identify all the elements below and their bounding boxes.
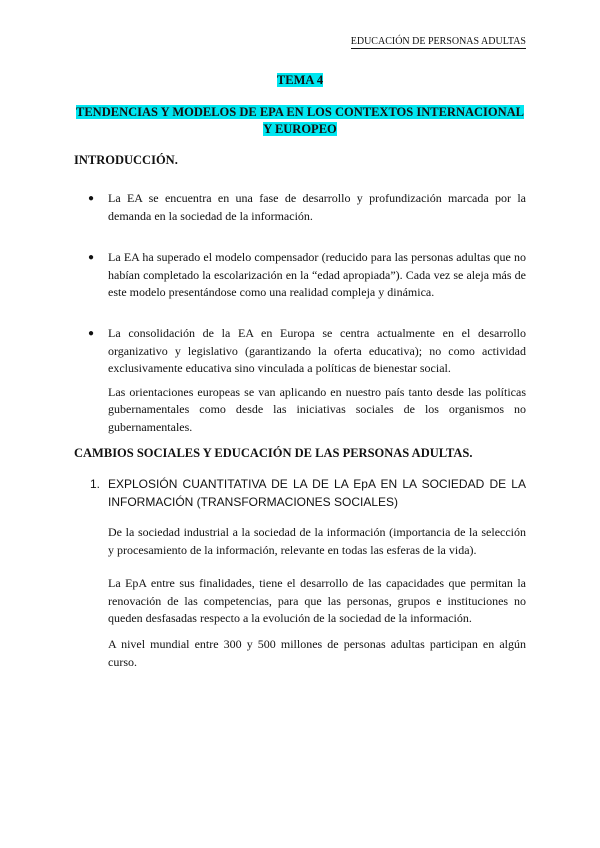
bullet-text: La EA se encuentra en una fase de desarrollo y profundización marcada por la demanda en la sociedad de la información.	[108, 191, 526, 223]
intro-bullet-3	[88, 325, 526, 436]
bullet-icon: ●	[88, 193, 95, 204]
bullet-text: La EA ha superado el modelo compensador (reducido para las personas adultas que no habían completado la escolarización en la “edad apropiada”). Cada vez se aleja más de este modelo presentándose como una realidad compleja y dinámica.	[108, 250, 526, 299]
numbered-item-1	[90, 475, 526, 511]
tema-label	[0, 72, 600, 88]
bullet-icon: ●	[88, 252, 95, 263]
document-title	[76, 104, 524, 138]
intro-bullet-1	[88, 190, 526, 225]
intro-heading: INTRODUCCIÓN.	[74, 153, 178, 167]
document-title-text: TENDENCIAS Y MODELOS DE EPA EN LOS CONTEXTOS INTERNACIONAL Y EUROPEO	[76, 105, 525, 136]
body-paragraph: De la sociedad industrial a la sociedad de la información (importancia de la selección y procesamiento de la información, relevante en todas las esferas de la vida).	[108, 525, 526, 557]
bullet-text: La consolidación de la EA en Europa se centra actualmente en el desarrollo organizativo y legislativo (garantizando la oferta educativa); no como actividad exclusivamente educativa sino vinculada a políticas de bienestar social.	[108, 326, 526, 375]
body-paragraph: A nivel mundial entre 300 y 500 millones de personas adultas participan en algún curso.	[108, 637, 526, 669]
bullet-body	[108, 325, 526, 436]
item-title: EXPLOSIÓN CUANTITATIVA DE LA DE LA EpA EN LA SOCIEDAD DE LA INFORMACIÓN (TRANSFORMACIONES SOCIALES)	[108, 477, 526, 509]
intro-bullet-2	[88, 249, 526, 302]
cambios-heading: CAMBIOS SOCIALES Y EDUCACIÓN DE LAS PERSONAS ADULTAS.	[74, 446, 473, 460]
bullet-icon: ●	[88, 328, 95, 339]
item-number: 1.	[90, 477, 101, 491]
tema-label-text: TEMA 4	[276, 73, 324, 87]
running-header: EDUCACIÓN DE PERSONAS ADULTAS	[350, 36, 526, 47]
body-paragraph: La EpA entre sus finalidades, tiene el desarrollo de las capacidades que permitan la renovación de las competencias, para que las personas, grupos e instituciones no queden desfasadas respecto a la evolución de la sociedad de la información.	[108, 576, 526, 625]
bullet-followup-text: Las orientaciones europeas se van aplicando en nuestro país tanto desde las políticas gubernamentales como desde las iniciativas sociales de los organismos no gubernamentales.	[108, 384, 526, 434]
